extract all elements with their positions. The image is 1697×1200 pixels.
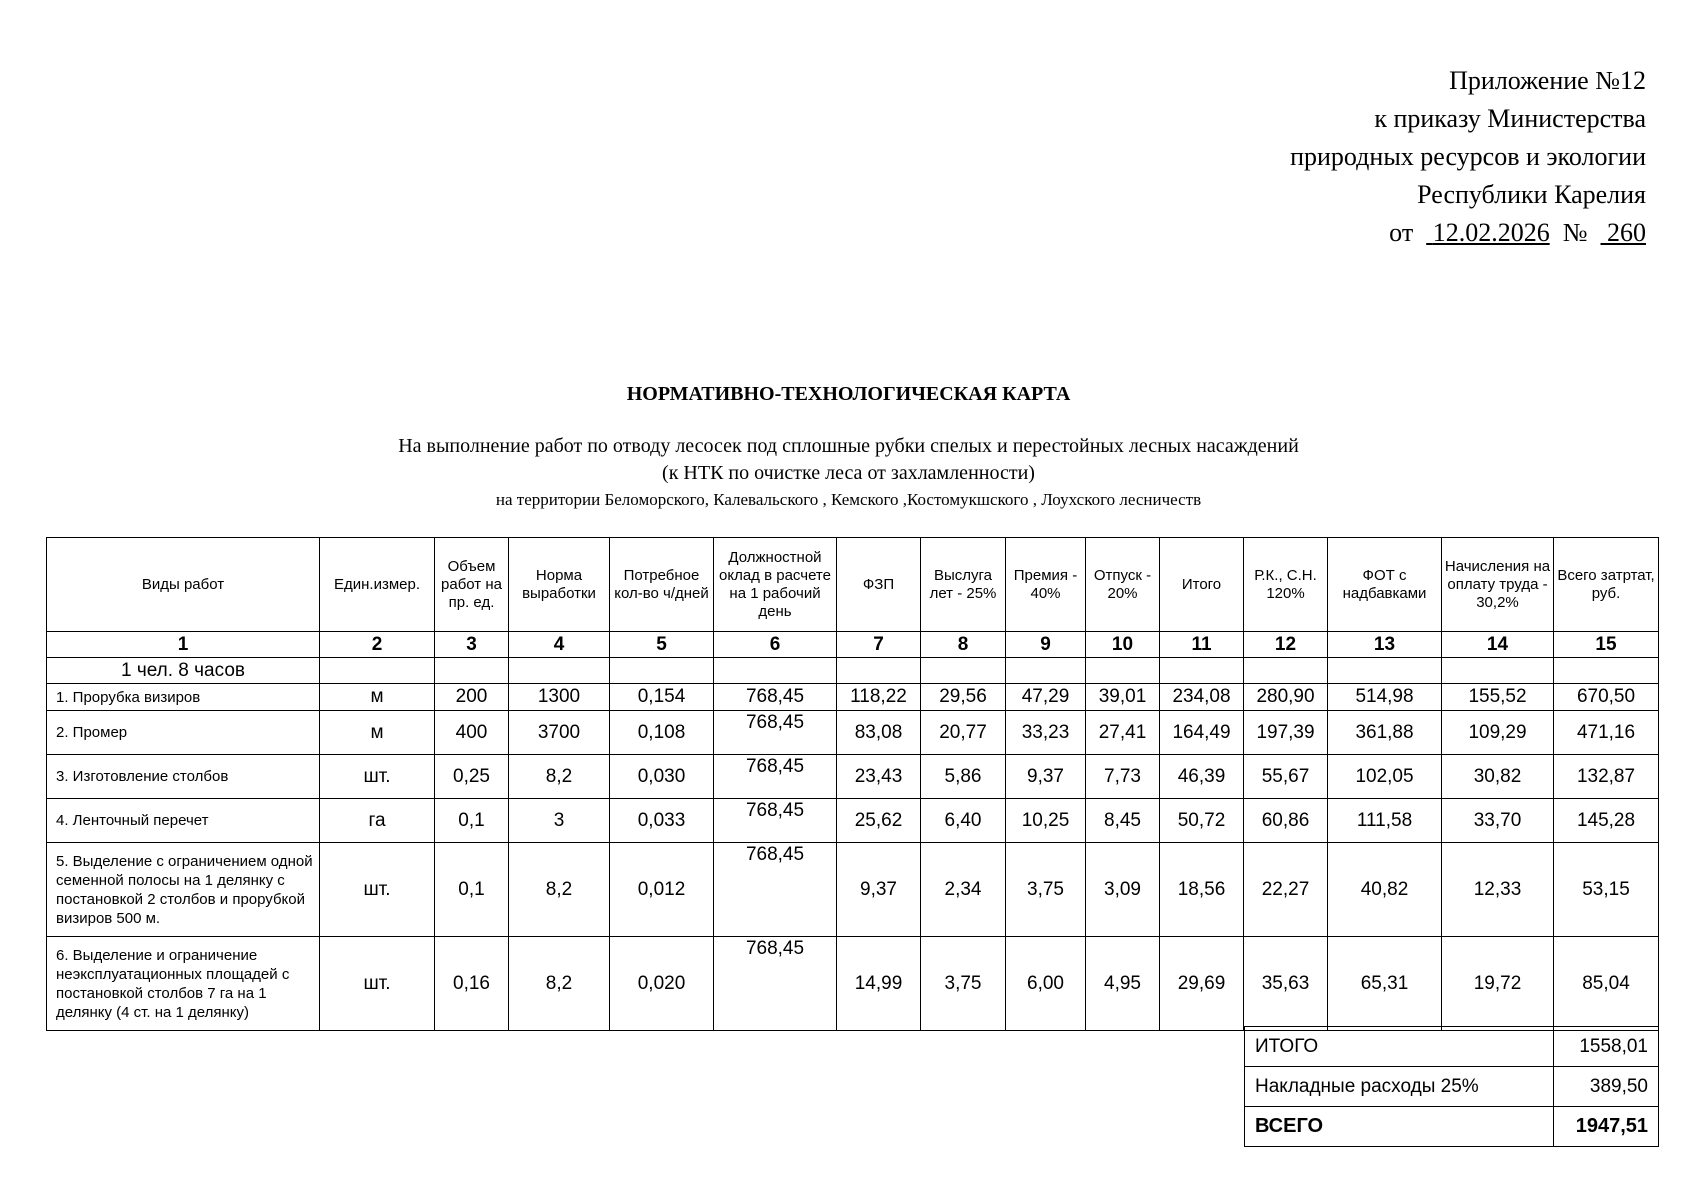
seniority-cell: 5,86 — [921, 755, 1006, 799]
unit-cell: шт. — [320, 755, 435, 799]
volume-cell: 200 — [435, 684, 509, 711]
totals-row-itogo — [1245, 1027, 1659, 1067]
seniority-cell: 3,75 — [921, 937, 1006, 1031]
accruals-cell: 12,33 — [1442, 843, 1554, 937]
regional-coef-cell: 55,67 — [1244, 755, 1328, 799]
subtotal-cell: 164,49 — [1160, 711, 1244, 755]
appendix-line-2: к приказу Министерства — [1374, 104, 1646, 133]
bonus-cell: 9,37 — [1006, 755, 1086, 799]
empty-cell — [921, 658, 1006, 684]
appendix-from-label: от — [1389, 218, 1414, 247]
appendix-line-1: Приложение №12 — [1449, 66, 1646, 95]
total-cost-cell: 670,50 — [1554, 684, 1659, 711]
work-type-cell: 3. Изготовление столбов — [47, 755, 320, 799]
man-days-cell: 0,012 — [610, 843, 714, 937]
fzp-cell: 83,08 — [837, 711, 921, 755]
vacation-cell: 8,45 — [1086, 799, 1160, 843]
subtotal-cell: 18,56 — [1160, 843, 1244, 937]
volume-cell: 400 — [435, 711, 509, 755]
unit-cell: шт. — [320, 843, 435, 937]
regional-coef-cell: 22,27 — [1244, 843, 1328, 937]
payroll-cell: 111,58 — [1328, 799, 1442, 843]
table-row — [47, 684, 1659, 711]
regional-coef-cell: 280,90 — [1244, 684, 1328, 711]
subtotal-cell: 234,08 — [1160, 684, 1244, 711]
subtotal-cell: 46,39 — [1160, 755, 1244, 799]
man-days-cell: 0,154 — [610, 684, 714, 711]
payroll-cell: 514,98 — [1328, 684, 1442, 711]
output-norm-cell: 3 — [509, 799, 610, 843]
regional-coef-cell: 197,39 — [1244, 711, 1328, 755]
header-cell: Р.К., С.Н. 120% — [1244, 538, 1328, 632]
volume-cell: 0,16 — [435, 937, 509, 1031]
table-row — [47, 711, 1659, 755]
totals-row-overhead — [1245, 1067, 1659, 1107]
work-type-cell: 5. Выделение с ограничением одной семенной полосы на 1 делянку с постановкой 2 столбов и прорубкой визиров 500 м. — [47, 843, 320, 937]
table-row — [47, 843, 1659, 937]
volume-cell: 0,1 — [435, 843, 509, 937]
header-cell: Всего затртат, руб. — [1554, 538, 1659, 632]
regional-coef-cell: 60,86 — [1244, 799, 1328, 843]
total-cost-cell: 471,16 — [1554, 711, 1659, 755]
empty-cell — [610, 658, 714, 684]
empty-cell — [1086, 658, 1160, 684]
header-cell: Объем работ на пр. ед. — [435, 538, 509, 632]
work-type-cell: 6. Выделение и ограничение неэксплуатационных площадей с постановкой столбов 7 га на 1 делянку (4 ст. на 1 делянку) — [47, 937, 320, 1031]
bonus-cell: 47,29 — [1006, 684, 1086, 711]
accruals-cell: 30,82 — [1442, 755, 1554, 799]
accruals-cell: 155,52 — [1442, 684, 1554, 711]
output-norm-cell: 8,2 — [509, 755, 610, 799]
fzp-cell: 14,99 — [837, 937, 921, 1031]
header-cell: Начисления на оплату труда - 30,2% — [1442, 538, 1554, 632]
itogo-label: ИТОГО — [1245, 1027, 1554, 1067]
empty-cell — [509, 658, 610, 684]
empty-cell — [714, 658, 837, 684]
empty-cell — [1160, 658, 1244, 684]
overhead-label: Накладные расходы 25% — [1245, 1067, 1554, 1107]
document-subtitle: На выполнение работ по отводу лесосек под сплошные рубки спелых и перестойных лесных насаждений — [398, 435, 1299, 457]
column-number-cell: 14 — [1442, 632, 1554, 658]
total-cost-cell: 132,87 — [1554, 755, 1659, 799]
column-number-cell: 13 — [1328, 632, 1442, 658]
column-number-cell: 2 — [320, 632, 435, 658]
empty-cell — [320, 658, 435, 684]
bonus-cell: 6,00 — [1006, 937, 1086, 1031]
daily-salary-cell: 768,45 — [714, 799, 837, 843]
payroll-cell: 361,88 — [1328, 711, 1442, 755]
column-number-cell: 6 — [714, 632, 837, 658]
column-number-cell: 15 — [1554, 632, 1659, 658]
man-days-cell: 0,030 — [610, 755, 714, 799]
table-row — [47, 799, 1659, 843]
appendix-line-4: Республики Карелия — [1417, 180, 1646, 209]
payroll-cell: 102,05 — [1328, 755, 1442, 799]
appendix-header — [1290, 62, 1646, 252]
total-label: ВСЕГО — [1245, 1107, 1554, 1147]
document-subtitle-note: (к НТК по очистке леса от захламленности) — [662, 462, 1035, 484]
group-row — [47, 658, 1659, 684]
empty-cell — [1442, 658, 1554, 684]
column-number-cell: 3 — [435, 632, 509, 658]
fzp-cell: 25,62 — [837, 799, 921, 843]
total-cost-cell: 145,28 — [1554, 799, 1659, 843]
group-label: 1 чел. 8 часов — [47, 658, 320, 684]
output-norm-cell: 1300 — [509, 684, 610, 711]
man-days-cell: 0,033 — [610, 799, 714, 843]
empty-cell — [1006, 658, 1086, 684]
document-territory: на территории Беломорского, Калевальского , Кемского ,Костомукшского , Лоухского лесничеств — [495, 490, 1202, 509]
header-cell: Норма выработки — [509, 538, 610, 632]
accruals-cell: 33,70 — [1442, 799, 1554, 843]
unit-cell: м — [320, 684, 435, 711]
header-cell: ФЗП — [837, 538, 921, 632]
appendix-order-number: 260 — [1607, 218, 1646, 247]
output-norm-cell: 8,2 — [509, 937, 610, 1031]
column-number-cell: 1 — [47, 632, 320, 658]
total-value: 1947,51 — [1554, 1107, 1659, 1147]
work-type-cell: 1. Прорубка визиров — [47, 684, 320, 711]
vacation-cell: 27,41 — [1086, 711, 1160, 755]
totals-row-total — [1245, 1107, 1659, 1147]
fzp-cell: 118,22 — [837, 684, 921, 711]
subtotal-cell: 29,69 — [1160, 937, 1244, 1031]
table-header-row — [47, 538, 1659, 632]
seniority-cell: 2,34 — [921, 843, 1006, 937]
seniority-cell: 20,77 — [921, 711, 1006, 755]
header-cell: Премия - 40% — [1006, 538, 1086, 632]
work-type-cell: 4. Ленточный перечет — [47, 799, 320, 843]
total-cost-cell: 85,04 — [1554, 937, 1659, 1031]
column-number-cell: 11 — [1160, 632, 1244, 658]
table-row — [47, 937, 1659, 1031]
payroll-cell: 65,31 — [1328, 937, 1442, 1031]
work-type-cell: 2. Промер — [47, 711, 320, 755]
fzp-cell: 9,37 — [837, 843, 921, 937]
unit-cell: га — [320, 799, 435, 843]
daily-salary-cell: 768,45 — [714, 843, 837, 937]
overhead-value: 389,50 — [1554, 1067, 1659, 1107]
regional-coef-cell: 35,63 — [1244, 937, 1328, 1031]
appendix-order-line — [1290, 214, 1646, 252]
empty-cell — [435, 658, 509, 684]
totals-table — [1244, 1026, 1659, 1147]
table-body — [47, 684, 1659, 1031]
volume-cell: 0,1 — [435, 799, 509, 843]
appendix-number-sign: № — [1562, 218, 1588, 247]
unit-cell: м — [320, 711, 435, 755]
header-cell: Итого — [1160, 538, 1244, 632]
appendix-order-date: 12.02.2026 — [1432, 218, 1550, 247]
column-number-cell: 10 — [1086, 632, 1160, 658]
header-cell: Един.измер. — [320, 538, 435, 632]
norm-tech-table — [46, 537, 1659, 1031]
header-cell: Виды работ — [47, 538, 320, 632]
column-number-cell: 9 — [1006, 632, 1086, 658]
vacation-cell: 3,09 — [1086, 843, 1160, 937]
empty-cell — [1554, 658, 1659, 684]
column-number-cell: 5 — [610, 632, 714, 658]
header-cell: Должностной оклад в расчете на 1 рабочий день — [714, 538, 837, 632]
header-cell: Выслуга лет - 25% — [921, 538, 1006, 632]
payroll-cell: 40,82 — [1328, 843, 1442, 937]
bonus-cell: 3,75 — [1006, 843, 1086, 937]
man-days-cell: 0,108 — [610, 711, 714, 755]
empty-cell — [1328, 658, 1442, 684]
empty-cell — [1244, 658, 1328, 684]
output-norm-cell: 3700 — [509, 711, 610, 755]
empty-cell — [837, 658, 921, 684]
document-title: НОРМАТИВНО-ТЕХНОЛОГИЧЕСКАЯ КАРТА — [626, 383, 1071, 405]
table-row — [47, 755, 1659, 799]
unit-cell: шт. — [320, 937, 435, 1031]
itogo-value: 1558,01 — [1554, 1027, 1659, 1067]
daily-salary-cell: 768,45 — [714, 755, 837, 799]
output-norm-cell: 8,2 — [509, 843, 610, 937]
column-number-cell: 12 — [1244, 632, 1328, 658]
bonus-cell: 33,23 — [1006, 711, 1086, 755]
daily-salary-cell: 768,45 — [714, 711, 837, 755]
column-number-cell: 7 — [837, 632, 921, 658]
seniority-cell: 29,56 — [921, 684, 1006, 711]
man-days-cell: 0,020 — [610, 937, 714, 1031]
column-number-row — [47, 632, 1659, 658]
daily-salary-cell: 768,45 — [714, 937, 837, 1031]
header-cell: ФОТ с надбавками — [1328, 538, 1442, 632]
accruals-cell: 109,29 — [1442, 711, 1554, 755]
fzp-cell: 23,43 — [837, 755, 921, 799]
vacation-cell: 7,73 — [1086, 755, 1160, 799]
vacation-cell: 39,01 — [1086, 684, 1160, 711]
appendix-line-3: природных ресурсов и экологии — [1290, 142, 1646, 171]
vacation-cell: 4,95 — [1086, 937, 1160, 1031]
header-cell: Отпуск - 20% — [1086, 538, 1160, 632]
daily-salary-cell: 768,45 — [714, 684, 837, 711]
bonus-cell: 10,25 — [1006, 799, 1086, 843]
column-number-cell: 8 — [921, 632, 1006, 658]
volume-cell: 0,25 — [435, 755, 509, 799]
total-cost-cell: 53,15 — [1554, 843, 1659, 937]
seniority-cell: 6,40 — [921, 799, 1006, 843]
subtotal-cell: 50,72 — [1160, 799, 1244, 843]
accruals-cell: 19,72 — [1442, 937, 1554, 1031]
column-number-cell: 4 — [509, 632, 610, 658]
header-cell: Потребное кол-во ч/дней — [610, 538, 714, 632]
